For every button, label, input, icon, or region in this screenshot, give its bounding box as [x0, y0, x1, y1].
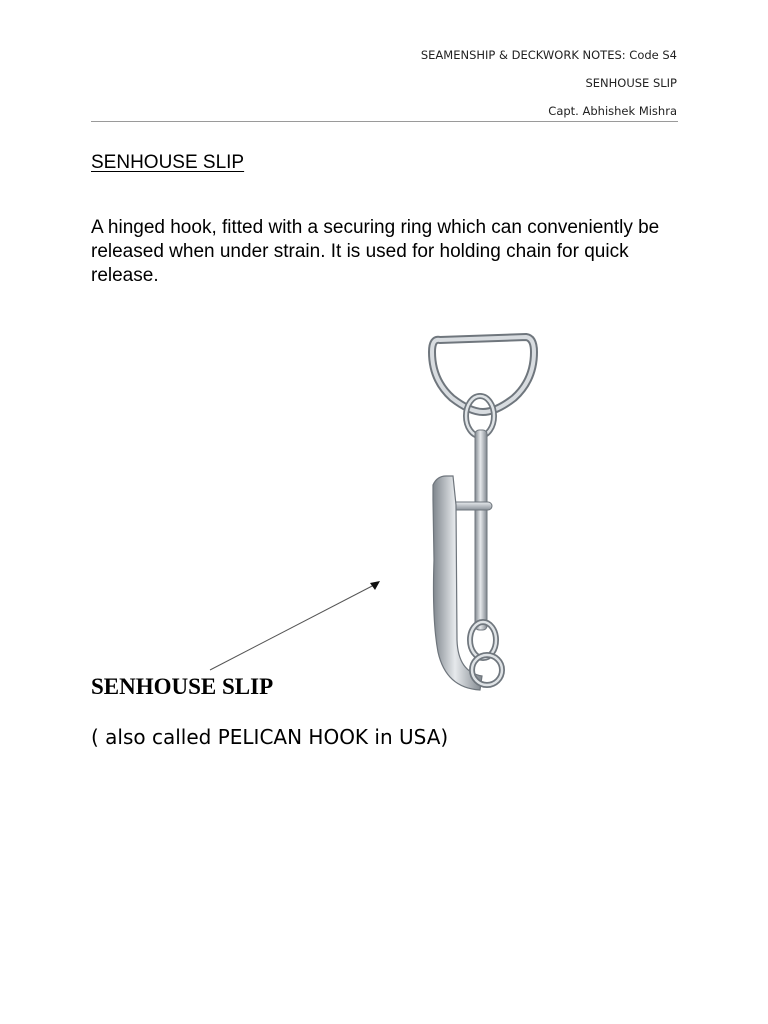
bottom-ring: [472, 655, 502, 685]
bottom-eye: [470, 622, 496, 658]
figure-caption-title: SENHOUSE SLIP: [91, 674, 274, 699]
header-author-line: Capt. Abhishek Mishra: [548, 104, 677, 118]
header-series-line: SEAMENSHIP & DECKWORK NOTES: Code S4: [420, 48, 677, 62]
header-divider: [91, 121, 678, 122]
hook-shank: [475, 430, 487, 630]
link-ring: [466, 396, 494, 436]
hinged-tongue: [433, 476, 482, 690]
page-title: SENHOUSE SLIP: [91, 152, 245, 173]
figure-caption-subtitle: ( also called PELICAN HOOK in USA): [91, 725, 449, 749]
pointer-arrow: [210, 581, 380, 670]
securing-ring: [436, 502, 492, 510]
header-topic-line: SENHOUSE SLIP: [585, 76, 677, 90]
description-paragraph: A hinged hook, fitted with a securing ring which can conveniently be released when under strain. It is used for holding chain for quick release.: [91, 217, 660, 286]
top-d-ring: [432, 337, 534, 412]
